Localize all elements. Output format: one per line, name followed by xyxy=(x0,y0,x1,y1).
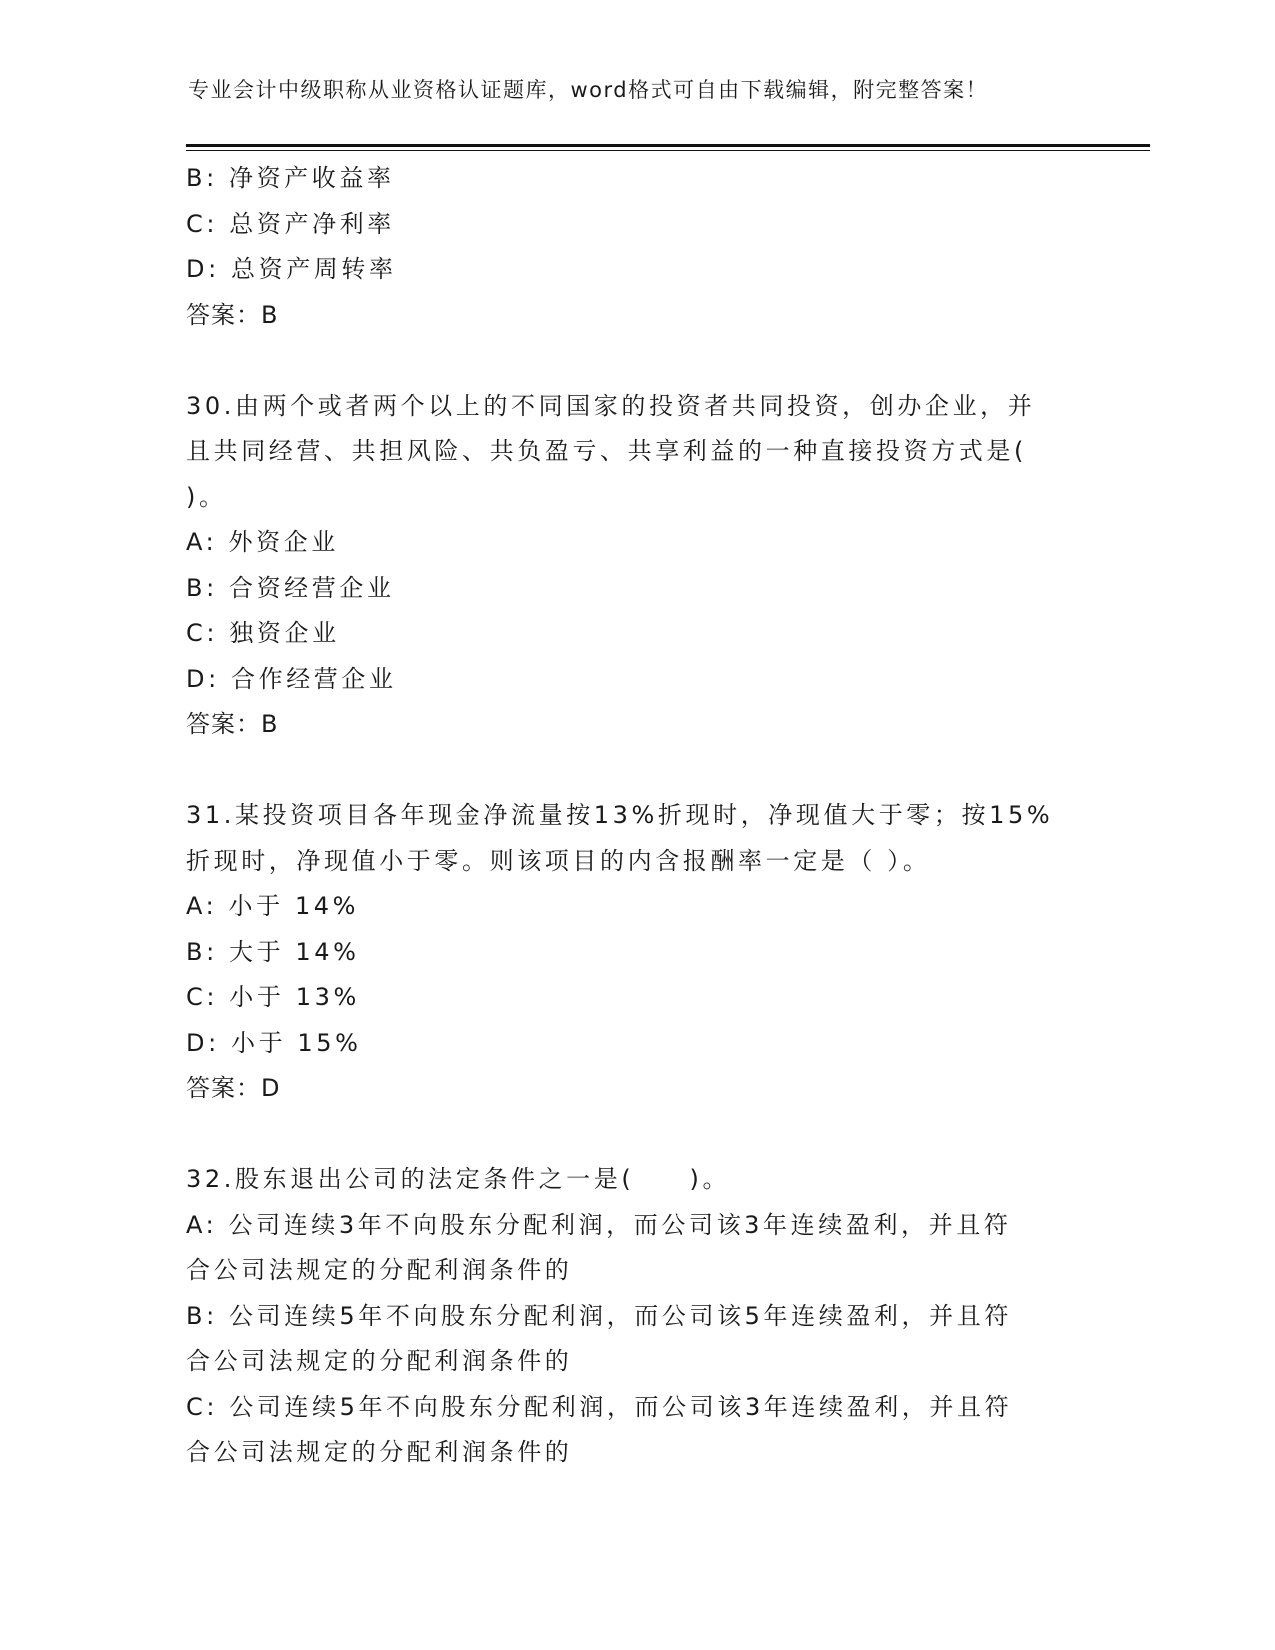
question-32 xyxy=(186,1157,1086,1476)
question-31 xyxy=(186,793,1086,1112)
option-a: A: 小于 14% xyxy=(186,892,360,920)
option-c: C: 独资企业 xyxy=(186,619,340,647)
question-content xyxy=(186,156,1086,1476)
option-b: B: 大于 14% xyxy=(186,937,360,966)
option-c: C: 小于 13% xyxy=(186,983,360,1011)
option-c-continued: 合公司法规定的分配利润条件的 xyxy=(186,1438,573,1466)
option-a: A: 公司连续3年不向股东分配利润，而公司该3年连续盈利，并且符 xyxy=(186,1210,1012,1239)
option-b: B: 净资产收益率 xyxy=(186,164,395,192)
question-stem-line: 31.某投资项目各年现金净流量按13%折现时，净现值大于零；按15% xyxy=(186,801,1054,829)
prev-question xyxy=(186,156,1086,338)
question-stem-line: 32.股东退出公司的法定条件之一是( )。 xyxy=(186,1165,731,1193)
header-rule-thick xyxy=(186,144,1150,147)
option-a: A: 外资企业 xyxy=(186,528,339,556)
option-d: D: 总资产周转率 xyxy=(186,255,397,283)
option-c: C: 总资产净利率 xyxy=(186,209,395,238)
question-stem-line: 30.由两个或者两个以上的不同国家的投资者共同投资，创办企业，并 xyxy=(186,391,1036,420)
spacer xyxy=(186,1112,1086,1158)
option-d: D: 合作经营企业 xyxy=(186,664,397,693)
answer-line: 答案：B xyxy=(186,300,279,329)
question-stem-line: )。 xyxy=(186,482,227,511)
spacer xyxy=(186,748,1086,794)
option-c: C: 公司连续5年不向股东分配利润，而公司该3年连续盈利，并且符 xyxy=(186,1392,1013,1421)
page-header: 专业会计中级职称从业资格认证题库，word格式可自由下载编辑，附完整答案！ xyxy=(188,78,989,102)
question-stem-line: 且共同经营、共担风险、共负盈亏、共享利益的一种直接投资方式是( xyxy=(186,437,1027,465)
spacer xyxy=(186,338,1086,384)
answer-line: 答案：B xyxy=(186,710,279,738)
question-30 xyxy=(186,384,1086,748)
answer-line: 答案：D xyxy=(186,1074,281,1102)
option-b: B: 公司连续5年不向股东分配利润，而公司该5年连续盈利，并且符 xyxy=(186,1301,1012,1330)
header-rule-thin xyxy=(186,150,1150,151)
question-stem-line: 折现时，净现值小于零。则该项目的内含报酬率一定是（ ）。 xyxy=(186,846,931,875)
option-d: D: 小于 15% xyxy=(186,1028,362,1057)
option-a-continued: 合公司法规定的分配利润条件的 xyxy=(186,1256,573,1284)
option-b-continued: 合公司法规定的分配利润条件的 xyxy=(186,1347,573,1375)
option-b: B: 合资经营企业 xyxy=(186,573,395,602)
